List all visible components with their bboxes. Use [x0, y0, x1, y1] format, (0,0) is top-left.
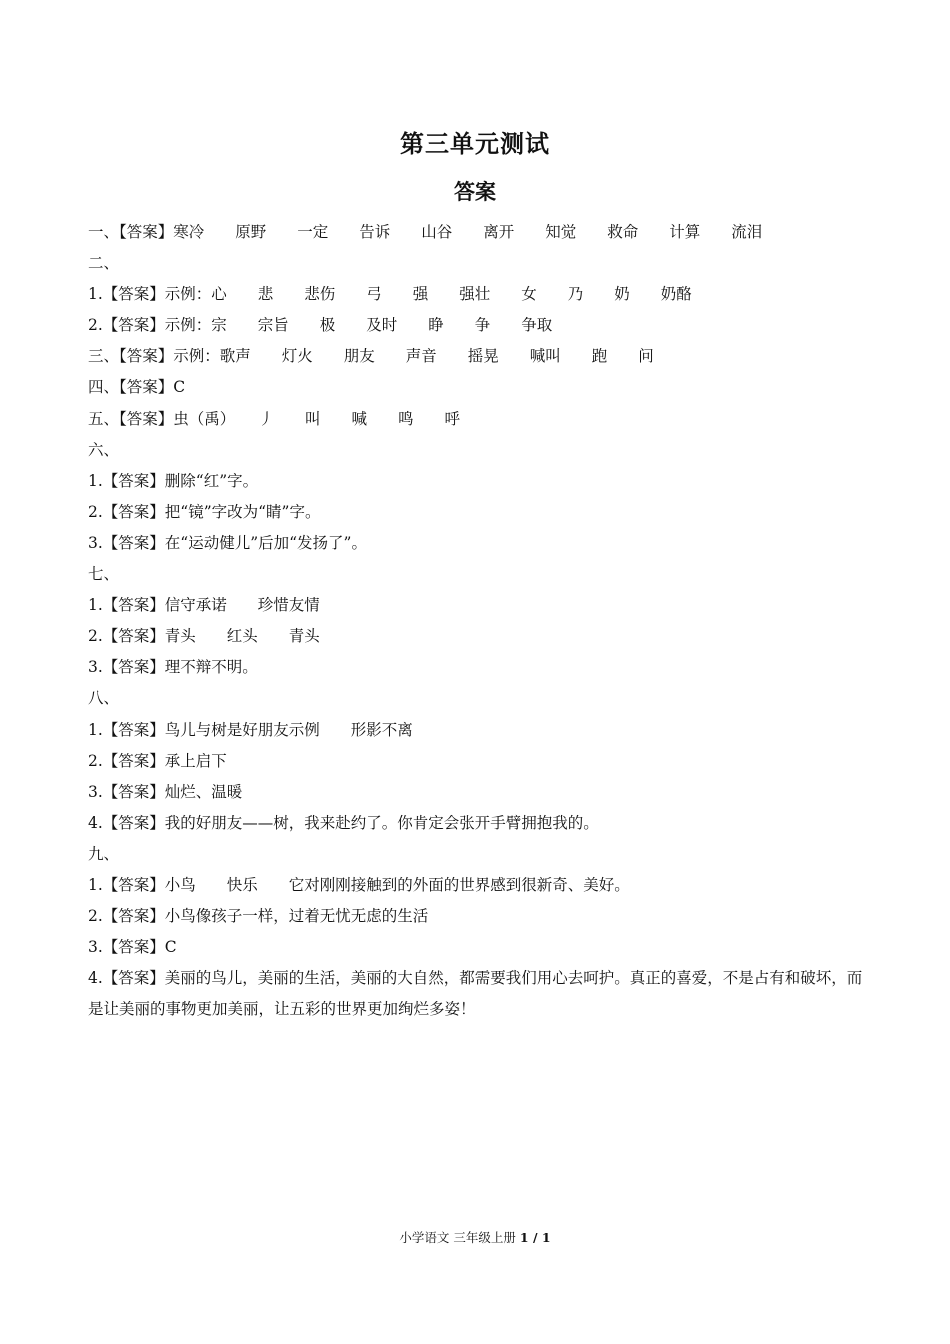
answer-line: 2.【答案】示例：宗 宗旨 极 及时 睁 争 争取	[88, 316, 553, 335]
answer-line: 3.【答案】在“运动健儿”后加“发扬了”。	[88, 533, 367, 552]
page-number: 1 / 1	[519, 1230, 551, 1245]
answer-line: 3.【答案】灿烂、温暖	[88, 782, 243, 801]
answer-line: 1.【答案】删除“红”字。	[88, 471, 259, 490]
answer-line: 2.【答案】承上启下	[88, 751, 227, 770]
answer-line: 1.【答案】信守承诺 珍惜友情	[88, 596, 320, 615]
footer-text: 小学语文 三年级上册	[399, 1230, 516, 1245]
section-heading: 七、	[88, 565, 120, 584]
answer-line: 四、【答案】C	[88, 378, 186, 397]
answer-line: 三、【答案】示例：歌声 灯火 朋友 声音 摇晃 喊叫 跑 问	[88, 347, 654, 366]
section-heading: 八、	[88, 689, 120, 708]
answer-line: 五、【答案】虫（禹） 丿 叫 喊 鸣 呼	[88, 409, 461, 428]
page-footer	[0, 1228, 950, 1246]
answer-line: 1.【答案】示例：心 悲 悲伤 弓 强 强壮 女 乃 奶 奶酪	[88, 285, 692, 304]
answer-line: 3.【答案】理不辩不明。	[88, 658, 258, 677]
answer-line: 1.【答案】鸟儿与树是好朋友示例 形影不离	[88, 720, 413, 739]
answer-line: 4.【答案】美丽的鸟儿，美丽的生活，美丽的大自然，都需要我们用心去呵护。真正的喜爱，不是占有和破坏，而是让美丽的事物更加美丽，让五彩的世界更加绚烂多姿！	[88, 969, 863, 1019]
answer-line: 3.【答案】C	[88, 938, 177, 957]
answer-list	[88, 217, 868, 1025]
answer-line: 2.【答案】把“镜”字改为“睛”字。	[88, 502, 321, 521]
section-heading: 二、	[88, 254, 120, 273]
document-title: 第三单元测试	[400, 130, 550, 158]
section-heading: 九、	[88, 844, 120, 863]
answer-line: 2.【答案】小鸟像孩子一样，过着无忧无虑的生活	[88, 907, 429, 926]
answer-line: 一、【答案】寒冷 原野 一定 告诉 山谷 离开 知觉 救命 计算 流泪	[88, 223, 763, 241]
document-subtitle: 答案	[454, 180, 496, 204]
section-heading: 六、	[88, 440, 120, 459]
answer-line: 1.【答案】小鸟 快乐 它对刚刚接触到的外面的世界感到很新奇、美好。	[88, 875, 630, 894]
answer-line: 2.【答案】青头 红头 青头	[88, 627, 320, 646]
answer-line: 4.【答案】我的好朋友——树，我来赴约了。你肯定会张开手臂拥抱我的。	[88, 813, 599, 832]
